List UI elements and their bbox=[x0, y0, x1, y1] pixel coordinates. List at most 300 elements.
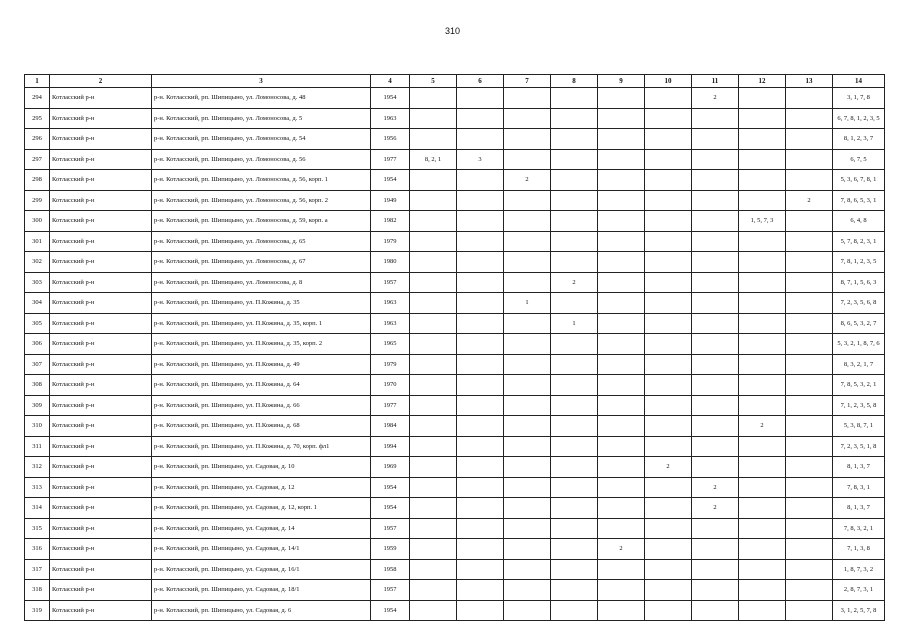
table-row bbox=[25, 129, 885, 150]
col-11-cell bbox=[692, 436, 739, 457]
col-13-cell bbox=[786, 293, 833, 314]
col-12-cell bbox=[739, 580, 786, 601]
column-header-3: 3 bbox=[152, 75, 371, 88]
col-8-cell bbox=[551, 395, 598, 416]
col-10-cell bbox=[645, 211, 692, 232]
col-11-cell: 2 bbox=[692, 88, 739, 109]
col-10-cell bbox=[645, 313, 692, 334]
year-cell: 1982 bbox=[371, 211, 410, 232]
row-number-cell: 313 bbox=[25, 477, 50, 498]
year-cell: 1963 bbox=[371, 313, 410, 334]
col-10-cell bbox=[645, 436, 692, 457]
col-14-cell: 3, 1, 2, 5, 7, 8 bbox=[833, 600, 885, 621]
district-cell: Котласский р-н bbox=[50, 293, 152, 314]
row-number-cell: 307 bbox=[25, 354, 50, 375]
col-14-cell: 3, 1, 7, 8 bbox=[833, 88, 885, 109]
col-11-cell bbox=[692, 354, 739, 375]
col-10-cell bbox=[645, 231, 692, 252]
col-10-cell bbox=[645, 88, 692, 109]
col-6-cell bbox=[457, 272, 504, 293]
col-7-cell bbox=[504, 231, 551, 252]
col-12-cell bbox=[739, 252, 786, 273]
col-13-cell bbox=[786, 211, 833, 232]
col-13-cell bbox=[786, 252, 833, 273]
col-11-cell bbox=[692, 129, 739, 150]
col-5-cell bbox=[410, 354, 457, 375]
col-8-cell bbox=[551, 375, 598, 396]
col-8-cell bbox=[551, 231, 598, 252]
housing-table bbox=[24, 74, 885, 621]
col-12-cell bbox=[739, 149, 786, 170]
district-cell: Котласский р-н bbox=[50, 600, 152, 621]
col-7-cell bbox=[504, 436, 551, 457]
col-10-cell bbox=[645, 559, 692, 580]
col-9-cell bbox=[598, 395, 645, 416]
col-14-cell: 1, 8, 7, 3, 2 bbox=[833, 559, 885, 580]
address-cell: р-н. Котласский, рп. Шипицыно, ул. Садовая, д. 14/1 bbox=[152, 539, 371, 560]
col-11-cell bbox=[692, 539, 739, 560]
address-cell: р-н. Котласский, рп. Шипицыно, ул. Садовая, д. 12, корп. 1 bbox=[152, 498, 371, 519]
col-14-cell: 7, 8, 3, 1 bbox=[833, 477, 885, 498]
column-header-5: 5 bbox=[410, 75, 457, 88]
col-11-cell bbox=[692, 313, 739, 334]
col-12-cell bbox=[739, 395, 786, 416]
table-row bbox=[25, 313, 885, 334]
col-7-cell bbox=[504, 580, 551, 601]
col-14-cell: 6, 4, 8 bbox=[833, 211, 885, 232]
col-13-cell bbox=[786, 375, 833, 396]
col-10-cell bbox=[645, 354, 692, 375]
district-cell: Котласский р-н bbox=[50, 375, 152, 396]
col-9-cell bbox=[598, 457, 645, 478]
col-9-cell bbox=[598, 477, 645, 498]
col-8-cell bbox=[551, 539, 598, 560]
col-5-cell bbox=[410, 293, 457, 314]
year-cell: 1954 bbox=[371, 600, 410, 621]
col-5-cell bbox=[410, 231, 457, 252]
column-header-2: 2 bbox=[50, 75, 152, 88]
col-7-cell bbox=[504, 498, 551, 519]
district-cell: Котласский р-н bbox=[50, 539, 152, 560]
col-6-cell bbox=[457, 416, 504, 437]
table-row bbox=[25, 477, 885, 498]
col-6-cell bbox=[457, 457, 504, 478]
col-6-cell: 3 bbox=[457, 149, 504, 170]
address-cell: р-н. Котласский, рп. Шипицыно, ул. П.Кожина, д. 70, корп. фл1 bbox=[152, 436, 371, 457]
col-13-cell bbox=[786, 477, 833, 498]
col-6-cell bbox=[457, 600, 504, 621]
col-6-cell bbox=[457, 334, 504, 355]
address-cell: р-н. Котласский, рп. Шипицыно, ул. Ломоносова, д. 8 bbox=[152, 272, 371, 293]
col-13-cell bbox=[786, 457, 833, 478]
col-5-cell bbox=[410, 211, 457, 232]
col-9-cell bbox=[598, 108, 645, 129]
col-7-cell bbox=[504, 88, 551, 109]
district-cell: Котласский р-н bbox=[50, 149, 152, 170]
col-11-cell bbox=[692, 211, 739, 232]
col-8-cell bbox=[551, 559, 598, 580]
district-cell: Котласский р-н bbox=[50, 272, 152, 293]
col-9-cell bbox=[598, 170, 645, 191]
table-header-row bbox=[25, 75, 885, 88]
address-cell: р-н. Котласский, рп. Шипицыно, ул. Садовая, д. 14 bbox=[152, 518, 371, 539]
col-11-cell bbox=[692, 518, 739, 539]
row-number-cell: 299 bbox=[25, 190, 50, 211]
row-number-cell: 319 bbox=[25, 600, 50, 621]
table-row bbox=[25, 559, 885, 580]
col-9-cell bbox=[598, 190, 645, 211]
col-12-cell bbox=[739, 129, 786, 150]
col-6-cell bbox=[457, 293, 504, 314]
col-11-cell bbox=[692, 457, 739, 478]
table-row bbox=[25, 108, 885, 129]
page-number: 310 bbox=[444, 26, 461, 36]
col-11-cell: 2 bbox=[692, 498, 739, 519]
district-cell: Котласский р-н bbox=[50, 211, 152, 232]
address-cell: р-н. Котласский, рп. Шипицыно, ул. Ломоносова, д. 54 bbox=[152, 129, 371, 150]
col-10-cell bbox=[645, 108, 692, 129]
row-number-cell: 294 bbox=[25, 88, 50, 109]
col-10-cell bbox=[645, 272, 692, 293]
row-number-cell: 295 bbox=[25, 108, 50, 129]
col-6-cell bbox=[457, 313, 504, 334]
table-row bbox=[25, 580, 885, 601]
district-cell: Котласский р-н bbox=[50, 416, 152, 437]
district-cell: Котласский р-н bbox=[50, 498, 152, 519]
column-header-11: 11 bbox=[692, 75, 739, 88]
address-cell: р-н. Котласский, рп. Шипицыно, ул. Садовая, д. 16/1 bbox=[152, 559, 371, 580]
col-13-cell bbox=[786, 231, 833, 252]
year-cell: 1957 bbox=[371, 518, 410, 539]
year-cell: 1959 bbox=[371, 539, 410, 560]
address-cell: р-н. Котласский, рп. Шипицыно, ул. П.Кожина, д. 68 bbox=[152, 416, 371, 437]
table-row bbox=[25, 600, 885, 621]
table-row bbox=[25, 354, 885, 375]
col-5-cell bbox=[410, 477, 457, 498]
col-8-cell bbox=[551, 293, 598, 314]
col-13-cell: 2 bbox=[786, 190, 833, 211]
col-5-cell bbox=[410, 539, 457, 560]
col-7-cell bbox=[504, 108, 551, 129]
col-10-cell bbox=[645, 375, 692, 396]
col-9-cell bbox=[598, 375, 645, 396]
col-8-cell bbox=[551, 211, 598, 232]
district-cell: Котласский р-н bbox=[50, 395, 152, 416]
year-cell: 1994 bbox=[371, 436, 410, 457]
col-13-cell bbox=[786, 334, 833, 355]
year-cell: 1979 bbox=[371, 354, 410, 375]
col-9-cell bbox=[598, 518, 645, 539]
year-cell: 1977 bbox=[371, 149, 410, 170]
col-10-cell bbox=[645, 293, 692, 314]
col-9-cell bbox=[598, 580, 645, 601]
year-cell: 1963 bbox=[371, 108, 410, 129]
col-14-cell: 7, 8, 3, 2, 1 bbox=[833, 518, 885, 539]
col-6-cell bbox=[457, 354, 504, 375]
col-11-cell bbox=[692, 375, 739, 396]
district-cell: Котласский р-н bbox=[50, 334, 152, 355]
col-6-cell bbox=[457, 395, 504, 416]
row-number-cell: 300 bbox=[25, 211, 50, 232]
col-5-cell bbox=[410, 88, 457, 109]
col-12-cell bbox=[739, 272, 786, 293]
col-10-cell bbox=[645, 190, 692, 211]
column-header-8: 8 bbox=[551, 75, 598, 88]
col-8-cell bbox=[551, 518, 598, 539]
address-cell: р-н. Котласский, рп. Шипицыно, ул. П.Кожина, д. 35, корп. 2 bbox=[152, 334, 371, 355]
col-14-cell: 7, 8, 1, 2, 3, 5 bbox=[833, 252, 885, 273]
col-9-cell bbox=[598, 211, 645, 232]
col-11-cell bbox=[692, 170, 739, 191]
col-10-cell bbox=[645, 129, 692, 150]
col-12-cell bbox=[739, 518, 786, 539]
col-5-cell bbox=[410, 395, 457, 416]
col-13-cell bbox=[786, 436, 833, 457]
col-7-cell bbox=[504, 457, 551, 478]
address-cell: р-н. Котласский, рп. Шипицыно, ул. Ломоносова, д. 48 bbox=[152, 88, 371, 109]
col-9-cell bbox=[598, 293, 645, 314]
district-cell: Котласский р-н bbox=[50, 231, 152, 252]
col-7-cell: 1 bbox=[504, 293, 551, 314]
year-cell: 1958 bbox=[371, 559, 410, 580]
column-header-12: 12 bbox=[739, 75, 786, 88]
col-12-cell bbox=[739, 293, 786, 314]
col-8-cell bbox=[551, 436, 598, 457]
address-cell: р-н. Котласский, рп. Шипицыно, ул. Ломоносова, д. 67 bbox=[152, 252, 371, 273]
table-row bbox=[25, 149, 885, 170]
col-8-cell bbox=[551, 88, 598, 109]
address-cell: р-н. Котласский, рп. Шипицыно, ул. Садовая, д. 10 bbox=[152, 457, 371, 478]
col-10-cell bbox=[645, 580, 692, 601]
table-row bbox=[25, 518, 885, 539]
col-9-cell bbox=[598, 416, 645, 437]
col-14-cell: 7, 1, 3, 8 bbox=[833, 539, 885, 560]
table-row bbox=[25, 436, 885, 457]
col-10-cell bbox=[645, 498, 692, 519]
table-row bbox=[25, 252, 885, 273]
col-8-cell bbox=[551, 600, 598, 621]
col-13-cell bbox=[786, 88, 833, 109]
col-12-cell bbox=[739, 498, 786, 519]
col-12-cell bbox=[739, 539, 786, 560]
col-14-cell: 6, 7, 5 bbox=[833, 149, 885, 170]
col-12-cell bbox=[739, 108, 786, 129]
address-cell: р-н. Котласский, рп. Шипицыно, ул. Садовая, д. 18/1 bbox=[152, 580, 371, 601]
col-8-cell bbox=[551, 149, 598, 170]
col-8-cell bbox=[551, 170, 598, 191]
row-number-cell: 308 bbox=[25, 375, 50, 396]
col-6-cell bbox=[457, 559, 504, 580]
col-6-cell bbox=[457, 108, 504, 129]
col-5-cell bbox=[410, 559, 457, 580]
col-14-cell: 8, 7, 1, 5, 6, 3 bbox=[833, 272, 885, 293]
col-11-cell bbox=[692, 580, 739, 601]
year-cell: 1970 bbox=[371, 375, 410, 396]
col-12-cell bbox=[739, 88, 786, 109]
col-7-cell bbox=[504, 354, 551, 375]
col-12-cell bbox=[739, 375, 786, 396]
col-7-cell bbox=[504, 129, 551, 150]
district-cell: Котласский р-н bbox=[50, 88, 152, 109]
address-cell: р-н. Котласский, рп. Шипицыно, ул. Ломоносова, д. 59, корп. а bbox=[152, 211, 371, 232]
col-9-cell: 2 bbox=[598, 539, 645, 560]
row-number-cell: 304 bbox=[25, 293, 50, 314]
year-cell: 1969 bbox=[371, 457, 410, 478]
col-8-cell bbox=[551, 334, 598, 355]
col-10-cell bbox=[645, 334, 692, 355]
col-8-cell: 2 bbox=[551, 272, 598, 293]
col-9-cell bbox=[598, 559, 645, 580]
table-row bbox=[25, 170, 885, 191]
address-cell: р-н. Котласский, рп. Шипицыно, ул. Ломоносова, д. 56, корп. 2 bbox=[152, 190, 371, 211]
year-cell: 1977 bbox=[371, 395, 410, 416]
year-cell: 1954 bbox=[371, 498, 410, 519]
col-12-cell bbox=[739, 477, 786, 498]
col-14-cell: 8, 1, 3, 7 bbox=[833, 457, 885, 478]
table-row bbox=[25, 457, 885, 478]
col-13-cell bbox=[786, 108, 833, 129]
address-cell: р-н. Котласский, рп. Шипицыно, ул. П.Кожина, д. 49 bbox=[152, 354, 371, 375]
col-6-cell bbox=[457, 580, 504, 601]
column-header-1: 1 bbox=[25, 75, 50, 88]
col-6-cell bbox=[457, 88, 504, 109]
col-9-cell bbox=[598, 498, 645, 519]
district-cell: Котласский р-н bbox=[50, 559, 152, 580]
col-13-cell bbox=[786, 170, 833, 191]
col-10-cell bbox=[645, 149, 692, 170]
row-number-cell: 296 bbox=[25, 129, 50, 150]
col-8-cell bbox=[551, 498, 598, 519]
table-row bbox=[25, 498, 885, 519]
col-13-cell bbox=[786, 539, 833, 560]
col-5-cell bbox=[410, 272, 457, 293]
district-cell: Котласский р-н bbox=[50, 518, 152, 539]
district-cell: Котласский р-н bbox=[50, 354, 152, 375]
col-6-cell bbox=[457, 375, 504, 396]
col-7-cell bbox=[504, 252, 551, 273]
col-8-cell bbox=[551, 580, 598, 601]
col-7-cell bbox=[504, 375, 551, 396]
col-7-cell bbox=[504, 518, 551, 539]
col-11-cell bbox=[692, 190, 739, 211]
row-number-cell: 305 bbox=[25, 313, 50, 334]
district-cell: Котласский р-н bbox=[50, 436, 152, 457]
column-header-13: 13 bbox=[786, 75, 833, 88]
col-12-cell bbox=[739, 231, 786, 252]
col-9-cell bbox=[598, 313, 645, 334]
row-number-cell: 317 bbox=[25, 559, 50, 580]
row-number-cell: 297 bbox=[25, 149, 50, 170]
district-cell: Котласский р-н bbox=[50, 313, 152, 334]
year-cell: 1957 bbox=[371, 272, 410, 293]
col-14-cell: 6, 7, 8, 1, 2, 3, 5 bbox=[833, 108, 885, 129]
col-13-cell bbox=[786, 313, 833, 334]
col-5-cell bbox=[410, 436, 457, 457]
col-10-cell: 2 bbox=[645, 457, 692, 478]
col-13-cell bbox=[786, 600, 833, 621]
col-13-cell bbox=[786, 149, 833, 170]
col-13-cell bbox=[786, 395, 833, 416]
col-6-cell bbox=[457, 231, 504, 252]
address-cell: р-н. Котласский, рп. Шипицыно, ул. Садовая, д. 6 bbox=[152, 600, 371, 621]
col-12-cell bbox=[739, 600, 786, 621]
col-7-cell: 2 bbox=[504, 170, 551, 191]
table-row bbox=[25, 375, 885, 396]
table-row bbox=[25, 416, 885, 437]
col-6-cell bbox=[457, 436, 504, 457]
col-5-cell bbox=[410, 170, 457, 191]
col-13-cell bbox=[786, 518, 833, 539]
col-5-cell: 8, 2, 1 bbox=[410, 149, 457, 170]
row-number-cell: 314 bbox=[25, 498, 50, 519]
year-cell: 1965 bbox=[371, 334, 410, 355]
col-5-cell bbox=[410, 457, 457, 478]
row-number-cell: 310 bbox=[25, 416, 50, 437]
col-6-cell bbox=[457, 170, 504, 191]
table-body bbox=[25, 88, 885, 621]
col-14-cell: 7, 2, 3, 5, 6, 8 bbox=[833, 293, 885, 314]
district-cell: Котласский р-н bbox=[50, 252, 152, 273]
column-header-7: 7 bbox=[504, 75, 551, 88]
col-10-cell bbox=[645, 539, 692, 560]
col-10-cell bbox=[645, 416, 692, 437]
year-cell: 1980 bbox=[371, 252, 410, 273]
col-5-cell bbox=[410, 190, 457, 211]
row-number-cell: 309 bbox=[25, 395, 50, 416]
col-7-cell bbox=[504, 539, 551, 560]
year-cell: 1957 bbox=[371, 580, 410, 601]
address-cell: р-н. Котласский, рп. Шипицыно, ул. П.Кожина, д. 35 bbox=[152, 293, 371, 314]
year-cell: 1954 bbox=[371, 88, 410, 109]
address-cell: р-н. Котласский, рп. Шипицыно, ул. Ломоносова, д. 56 bbox=[152, 149, 371, 170]
col-5-cell bbox=[410, 334, 457, 355]
col-7-cell bbox=[504, 190, 551, 211]
row-number-cell: 312 bbox=[25, 457, 50, 478]
col-5-cell bbox=[410, 498, 457, 519]
address-cell: р-н. Котласский, рп. Шипицыно, ул. П.Кожина, д. 35, корп. 1 bbox=[152, 313, 371, 334]
year-cell: 1963 bbox=[371, 293, 410, 314]
col-6-cell bbox=[457, 539, 504, 560]
col-8-cell bbox=[551, 354, 598, 375]
col-14-cell: 2, 8, 7, 3, 1 bbox=[833, 580, 885, 601]
table-row bbox=[25, 190, 885, 211]
district-cell: Котласский р-н bbox=[50, 108, 152, 129]
col-13-cell bbox=[786, 416, 833, 437]
district-cell: Котласский р-н bbox=[50, 190, 152, 211]
col-11-cell bbox=[692, 395, 739, 416]
col-9-cell bbox=[598, 88, 645, 109]
address-cell: р-н. Котласский, рп. Шипицыно, ул. Садовая, д. 12 bbox=[152, 477, 371, 498]
col-5-cell bbox=[410, 129, 457, 150]
column-header-10: 10 bbox=[645, 75, 692, 88]
col-11-cell bbox=[692, 293, 739, 314]
col-7-cell bbox=[504, 600, 551, 621]
row-number-cell: 298 bbox=[25, 170, 50, 191]
col-10-cell bbox=[645, 395, 692, 416]
col-14-cell: 5, 3, 8, 7, 1 bbox=[833, 416, 885, 437]
col-13-cell bbox=[786, 580, 833, 601]
address-cell: р-н. Котласский, рп. Шипицыно, ул. Ломоносова, д. 56, корп. 1 bbox=[152, 170, 371, 191]
col-11-cell bbox=[692, 272, 739, 293]
col-9-cell bbox=[598, 149, 645, 170]
col-14-cell: 7, 2, 3, 5, 1, 8 bbox=[833, 436, 885, 457]
col-8-cell bbox=[551, 190, 598, 211]
col-9-cell bbox=[598, 436, 645, 457]
col-7-cell bbox=[504, 334, 551, 355]
col-6-cell bbox=[457, 518, 504, 539]
col-12-cell bbox=[739, 190, 786, 211]
col-11-cell bbox=[692, 559, 739, 580]
